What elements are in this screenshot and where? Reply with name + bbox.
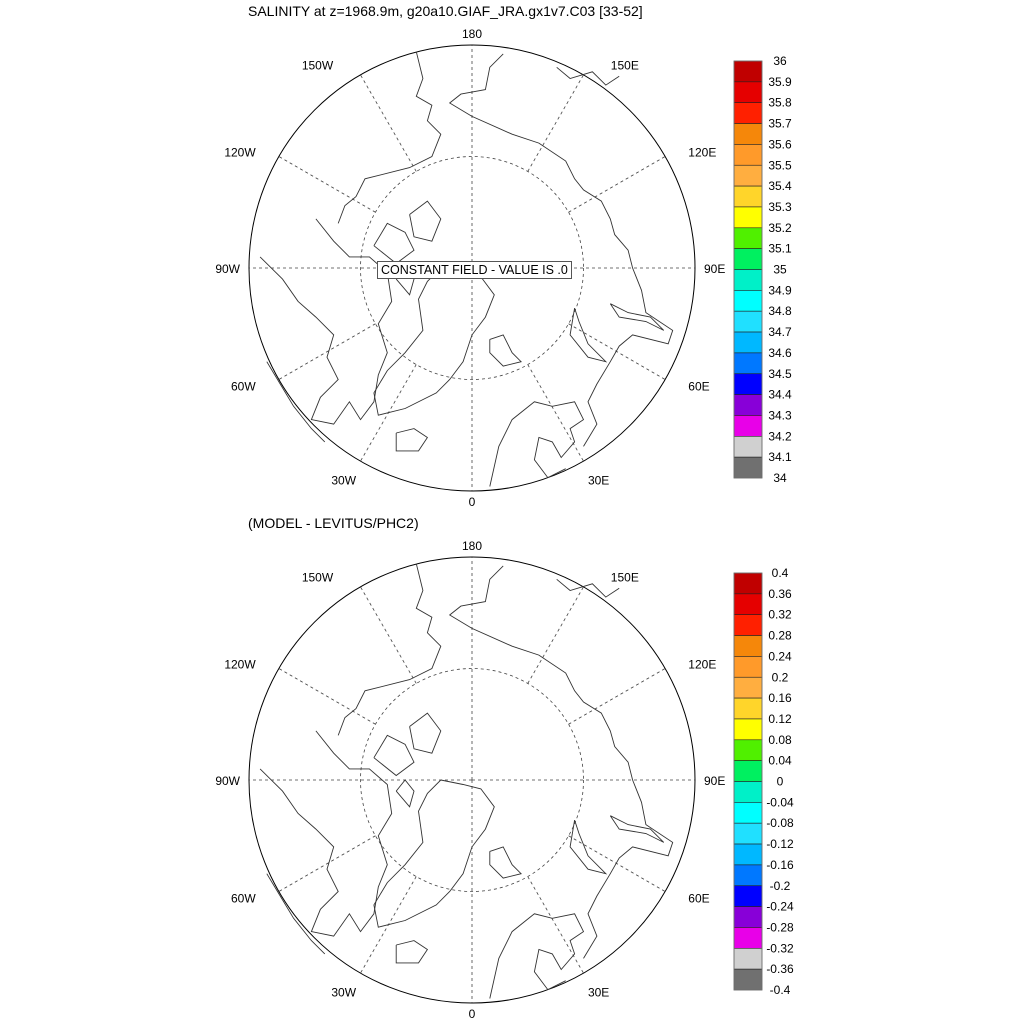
coastline (410, 201, 441, 241)
colorbar-level-label: 34.9 (768, 283, 792, 298)
colorbar-swatch (734, 719, 762, 740)
longitude-label-120W: 120W (224, 145, 256, 160)
coastline (610, 304, 664, 331)
colorbar-swatch (734, 927, 762, 948)
coastline (490, 402, 584, 487)
coastline (490, 914, 584, 999)
colorbar-level-label: -0.28 (766, 920, 794, 935)
colorbar-swatch (734, 249, 762, 270)
meridian-line (279, 836, 376, 892)
coastline (490, 847, 521, 878)
coastline (570, 308, 606, 362)
coastline (570, 820, 606, 874)
coastline (260, 219, 392, 424)
longitude-label-30W: 30W (331, 985, 357, 1000)
colorbar-level-label: 35.1 (768, 241, 792, 256)
bottom-polar-map (215, 539, 725, 1021)
colorbar-level-label: -0.4 (769, 983, 791, 997)
colorbar-level-label: -0.12 (766, 837, 794, 852)
longitude-label-120E: 120E (688, 145, 717, 160)
coastline (490, 335, 521, 366)
meridian-line (528, 587, 584, 684)
colorbar-level-label: 0.04 (768, 753, 792, 768)
colorbar-swatch (734, 802, 762, 823)
coastline (610, 816, 664, 843)
coastline (374, 223, 414, 263)
colorbar-swatch (734, 186, 762, 207)
coastline (396, 780, 414, 807)
colorbar-level-label: 35.3 (768, 199, 792, 214)
colorbar-swatch (734, 594, 762, 615)
coastline (338, 52, 441, 224)
longitude-label-30W: 30W (331, 473, 357, 488)
colorbar-swatch (734, 656, 762, 677)
colorbar-level-label: -0.16 (766, 857, 794, 872)
colorbar-swatch (734, 636, 762, 657)
longitude-label-150W: 150W (301, 58, 334, 73)
colorbar-level-label: -0.08 (766, 816, 794, 831)
colorbar-swatch (734, 395, 762, 416)
colorbar-swatch (734, 332, 762, 353)
coastline (374, 735, 414, 775)
longitude-label-120W: 120W (224, 657, 256, 672)
constant-field-annotation: CONSTANT FIELD - VALUE IS .0 (377, 261, 572, 279)
top-colorbar (734, 54, 792, 485)
colorbar-level-label: 34.6 (768, 345, 792, 360)
colorbar-swatch (734, 124, 762, 145)
longitude-label-30E: 30E (587, 985, 610, 1000)
colorbar-level-label: 34.8 (768, 304, 792, 319)
colorbar-swatch (734, 82, 762, 103)
colorbar-level-label: 0.12 (768, 711, 792, 726)
longitude-label-60E: 60E (688, 379, 710, 394)
colorbar-swatch (734, 270, 762, 291)
colorbar-level-label: 34.4 (768, 387, 792, 402)
colorbar-swatch (734, 969, 762, 990)
meridian-line (528, 877, 584, 974)
colorbar-level-label: 34.1 (768, 450, 792, 465)
longitude-label-90W: 90W (215, 774, 240, 788)
longitude-label-60W: 60W (231, 379, 256, 394)
top-map-title: SALINITY at z=1968.9m, g20a10.GIAF_JRA.gx1v7.C03 [33-52] (248, 3, 643, 19)
colorbar-level-label: 35.2 (768, 220, 792, 235)
longitude-label-150E: 150E (610, 570, 639, 585)
colorbar-level-label: 35.9 (768, 74, 792, 89)
coastline (260, 731, 392, 936)
colorbar-level-label: 34.5 (768, 366, 792, 381)
colorbar-level-label: -0.2 (769, 878, 791, 893)
longitude-label-60E: 60E (688, 891, 710, 906)
colorbar-swatch (734, 907, 762, 928)
colorbar-level-label: -0.04 (766, 795, 794, 810)
longitude-label-0: 0 (468, 495, 476, 509)
colorbar-swatch (734, 761, 762, 782)
colorbar-swatch (734, 165, 762, 186)
colorbar-level-label: 35 (773, 262, 787, 277)
colorbar-swatch (734, 573, 762, 594)
bottom-colorbar (734, 566, 794, 997)
colorbar-level-label: -0.24 (766, 899, 794, 914)
coastline (396, 429, 427, 451)
colorbar-level-label: 0.08 (768, 732, 792, 747)
meridian-line (279, 324, 376, 380)
colorbar-swatch (734, 61, 762, 82)
longitude-label-90E: 90E (704, 774, 726, 788)
longitude-label-0: 0 (468, 1007, 476, 1021)
colorbar-level-label: 34.3 (768, 408, 792, 423)
colorbar-swatch (734, 144, 762, 165)
coastline (374, 780, 494, 927)
colorbar-level-label: 35.4 (768, 179, 792, 194)
colorbar-level-label: 0.32 (768, 607, 792, 622)
colorbar-level-label: 0.2 (771, 670, 789, 685)
colorbar-swatch (734, 698, 762, 719)
colorbar-level-label: 35.7 (768, 116, 792, 131)
coastline (338, 564, 441, 736)
colorbar-level-label: 0.28 (768, 628, 792, 643)
colorbar-level-label: 35.8 (768, 95, 792, 110)
colorbar-swatch (734, 677, 762, 698)
meridian-line (528, 365, 584, 462)
colorbar-swatch (734, 457, 762, 478)
colorbar-level-label: -0.36 (766, 962, 794, 977)
colorbar-swatch (734, 415, 762, 436)
colorbar-level-label: -0.32 (766, 941, 794, 956)
colorbar-swatch (734, 374, 762, 395)
colorbar-swatch (734, 436, 762, 457)
meridian-line (569, 669, 666, 725)
colorbar-swatch (734, 311, 762, 332)
colorbar-swatch (734, 290, 762, 311)
colorbar-swatch (734, 886, 762, 907)
colorbar-swatch (734, 865, 762, 886)
colorbar-level-label: 36 (773, 54, 787, 68)
longitude-label-90W: 90W (215, 262, 240, 276)
colorbar-swatch (734, 844, 762, 865)
longitude-label-180: 180 (461, 27, 483, 41)
longitude-label-120E: 120E (688, 657, 717, 672)
longitude-label-60W: 60W (231, 891, 256, 906)
longitude-label-150E: 150E (610, 58, 639, 73)
colorbar-level-label: 34.2 (768, 429, 792, 444)
colorbar-level-label: 35.5 (768, 158, 792, 173)
colorbar-swatch (734, 228, 762, 249)
colorbar-level-label: 0 (776, 774, 784, 789)
longitude-label-180: 180 (461, 539, 483, 553)
meridian-line (279, 157, 376, 213)
meridian-line (361, 75, 417, 172)
colorbar-level-label: 34 (773, 471, 787, 485)
colorbar-swatch (734, 948, 762, 969)
meridian-line (279, 669, 376, 725)
colorbar-swatch (734, 782, 762, 803)
coastline (374, 268, 494, 415)
coastline (410, 713, 441, 753)
colorbar-level-label: 0.4 (771, 566, 789, 580)
colorbar-swatch (734, 823, 762, 844)
colorbar-level-label: 0.24 (768, 649, 792, 664)
colorbar-swatch (734, 207, 762, 228)
colorbar-level-label: 35.6 (768, 137, 792, 152)
colorbar-swatch (734, 615, 762, 636)
longitude-label-90E: 90E (704, 262, 726, 276)
meridian-line (361, 587, 417, 684)
colorbar-level-label: 0.16 (768, 691, 792, 706)
bottom-map-title: (MODEL - LEVITUS/PHC2) (248, 515, 419, 531)
longitude-label-30E: 30E (587, 473, 610, 488)
meridian-line (528, 75, 584, 172)
colorbar-level-label: 34.7 (768, 325, 792, 340)
colorbar-swatch (734, 103, 762, 124)
colorbar-level-label: 0.36 (768, 586, 792, 601)
meridian-line (569, 157, 666, 213)
colorbar-swatch (734, 353, 762, 374)
colorbar-swatch (734, 740, 762, 761)
coastline (396, 941, 427, 963)
longitude-label-150W: 150W (301, 570, 334, 585)
